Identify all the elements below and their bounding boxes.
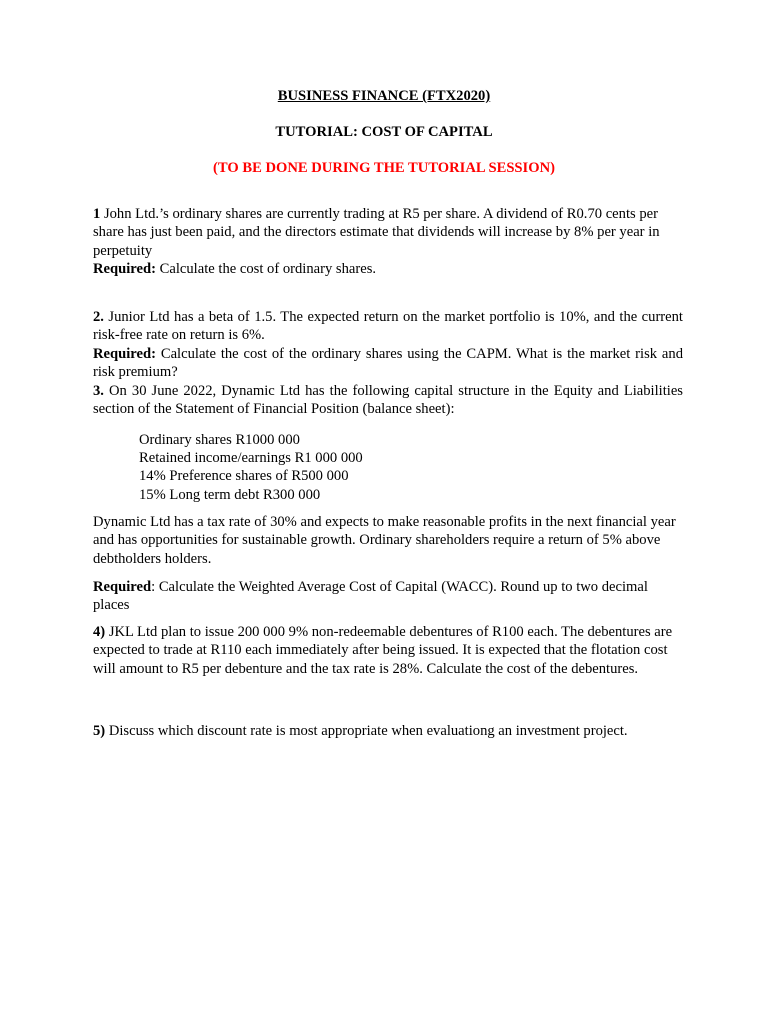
question-5-number: 5): [93, 723, 106, 739]
list-item: Retained income/earnings R1 000 000: [139, 450, 363, 467]
question-1: [93, 205, 683, 279]
question-2-text: [93, 308, 683, 345]
question-3-number: 3.: [93, 382, 104, 399]
question-2-body: Junior Ltd has a beta of 1.5. The expected return on the market portfolio is 10%, and the current risk-free rate on return is 6%.: [93, 309, 683, 344]
list-item: Ordinary shares R1000 000: [139, 432, 300, 448]
question-4-body: JKL Ltd plan to issue 200 000 9% non-redeemable debentures of R100 each. The debentures are expected to trade at R110 each immediately after being issued. It is expected that the flotation cost will amount to R5 per debenture and the tax rate is 28%. Calculate the cost of the debentures.: [93, 624, 673, 677]
list-item: 14% Preference shares of R500 000: [139, 468, 349, 485]
question-3-required-label: Required: [93, 579, 152, 595]
question-1-required-text: Calculate the cost of ordinary shares.: [155, 261, 377, 278]
question-5-body: Discuss which discount rate is most appropriate when evaluationg an investment project.: [105, 723, 628, 739]
question-1-number: 1: [93, 206, 101, 222]
question-3-paragraph: Dynamic Ltd has a tax rate of 30% and expects to make reasonable profits in the next financial year and has opportunities for sustainable growth. Ordinary shareholders require a return of 5% above debtholders holders.: [93, 514, 676, 567]
question-4: [93, 623, 683, 678]
question-4-number: 4): [93, 624, 106, 640]
question-2-required: [93, 345, 683, 382]
question-3-required-text: : Calculate the Weighted Average Cost of Capital (WACC). Round up to two decimal places: [93, 579, 648, 614]
question-5: [93, 722, 683, 740]
list-item: 15% Long term debt R300 000: [139, 486, 321, 503]
question-3-text: [93, 382, 683, 419]
capital-structure-list: [139, 431, 539, 504]
question-1-body: John Ltd.’s ordinary shares are currently trading at R5 per share. A dividend of R0.70 cents per share has just been paid, and the directors estimate that dividends will increase by 8% per year in perpetuity: [93, 206, 660, 259]
question-3-body: On 30 June 2022, Dynamic Ltd has the following capital structure in the Equity and Liabilities section of the Statement of Financial Position (balance sheet):: [93, 382, 683, 418]
question-2-number: 2.: [93, 309, 104, 325]
tutorial-note: (TO BE DONE DURING THE TUTORIAL SESSION): [213, 160, 555, 176]
question-2-required-label: Required:: [93, 345, 156, 362]
tutorial-title: TUTORIAL: COST OF CAPITAL: [275, 124, 493, 140]
question-3-required: [93, 578, 683, 615]
course-title: BUSINESS FINANCE (FTX2020): [277, 88, 491, 104]
question-2: [93, 308, 683, 418]
question-1-text: [93, 205, 683, 260]
question-2-required-text: Calculate the cost of the ordinary shares using the CAPM. What is the market risk and risk premium?: [93, 345, 683, 381]
question-1-required: [93, 260, 683, 278]
question-1-required-label: Required:: [93, 261, 156, 278]
